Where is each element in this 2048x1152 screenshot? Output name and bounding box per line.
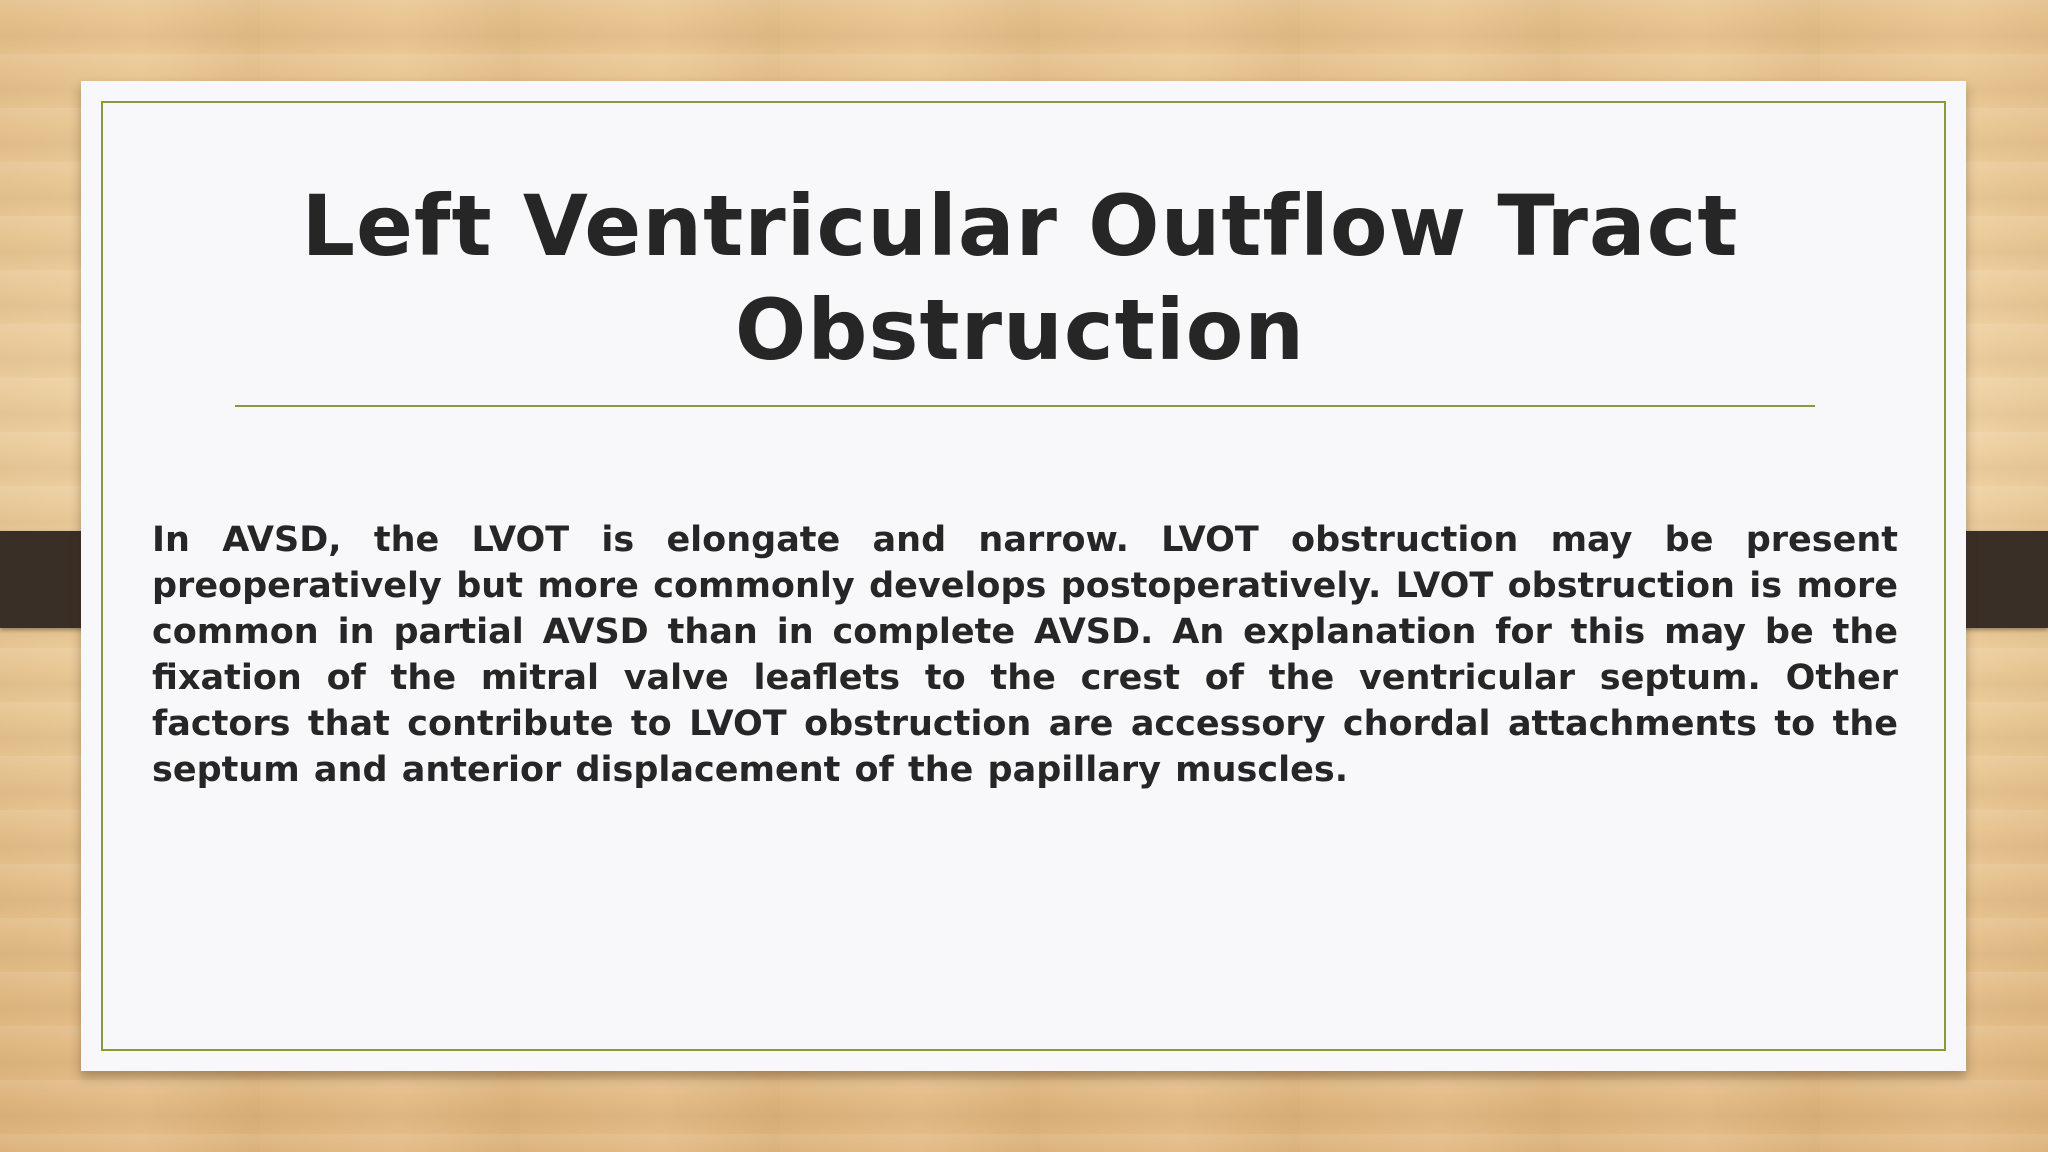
slide-body-text: In AVSD, the LVOT is elongate and narrow. LVOT obstruction may be present preoperatively but more commonly develops postoperatively. LVOT obstruction is more common in partial AVSD than in complete AVSD. An explanation for this may be the fixation of the mitral valve leaflets to the crest of the ventricular septum. Other factors that contribute to LVOT obstruction are accessory chordal attachments to the septum and anterior displacement of the papillary muscles. [152, 520, 1898, 790]
slide-title: Left Ventricular Outflow Tract Obstruction [301, 177, 1739, 379]
title-divider [235, 405, 1815, 407]
